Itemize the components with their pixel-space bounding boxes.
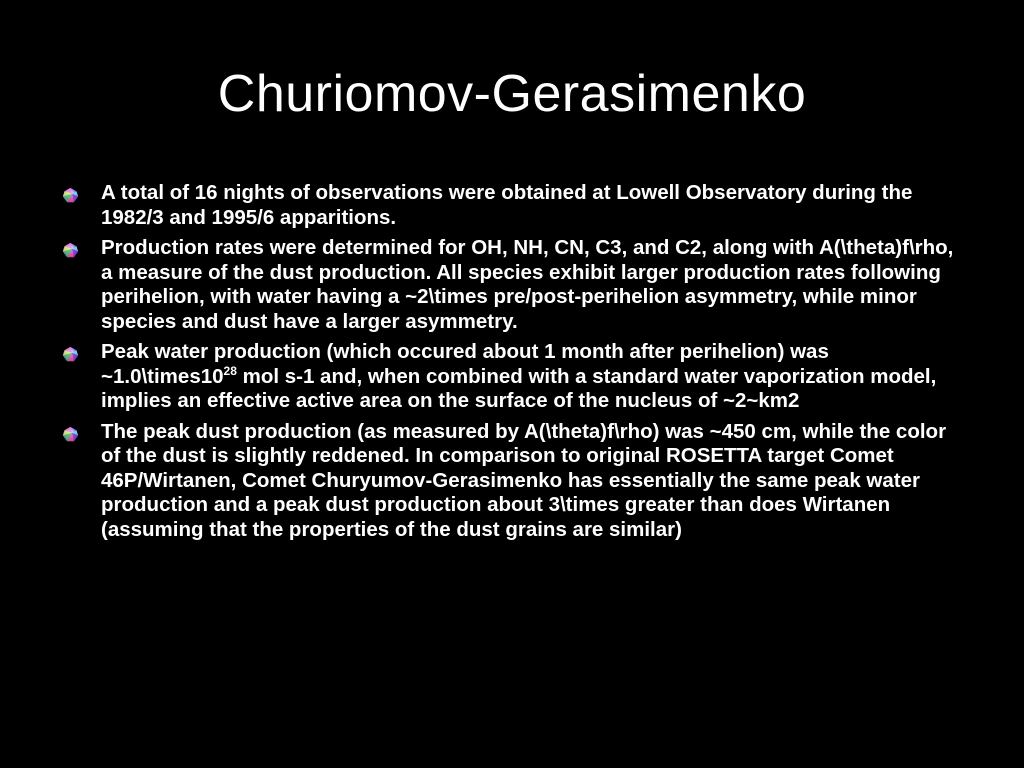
bullet-text: The peak dust production (as measured by A(\theta)f\rho) was ~450 cm, while the color of the dust is slightly reddened. In comparison to original ROSETTA target Comet 46P/Wirtanen, Comet Churyumov-Gerasimenko has essentially the same peak water production and a peak dust production about 3\times greater than does Wirtanen (assuming that the properties of the dust grains are similar): [101, 419, 947, 541]
bullet-item: [62, 340, 967, 414]
faceted-gem-bullet-icon: [62, 345, 79, 362]
bullet-item: [62, 181, 967, 230]
bullet-text-before: Peak water production (which occured about 1 month after perihelion) was ~1.0\times10: [101, 340, 829, 388]
faceted-gem-bullet-icon: [62, 186, 79, 203]
bullet-text: [101, 340, 936, 412]
bullet-text-after: mol s-1 and, when combined with a standard water vaporization model, implies an effective active area on the surface of the nucleus of ~2~km2: [101, 364, 937, 412]
exponent-superscript: 28: [223, 363, 237, 378]
bullet-item: [62, 420, 967, 543]
faceted-gem-bullet-icon: [62, 425, 79, 442]
bullet-item: [62, 236, 967, 334]
faceted-gem-bullet-icon: [62, 241, 79, 258]
bullet-list: [62, 181, 967, 548]
bullet-text: A total of 16 nights of observations were obtained at Lowell Observatory during the 1982/3 and 1995/6 apparitions.: [101, 181, 913, 229]
slide-title: Churiomov-Gerasimenko: [217, 65, 807, 123]
bullet-text: Production rates were determined for OH, NH, CN, C3, and C2, along with A(\theta)f\rho, a measure of the dust production. All species exhibit larger production rates following perihelion, with water having a ~2\times pre/post-perihelion asymmetry, while minor species and dust have a larger asymmetry.: [101, 236, 954, 333]
